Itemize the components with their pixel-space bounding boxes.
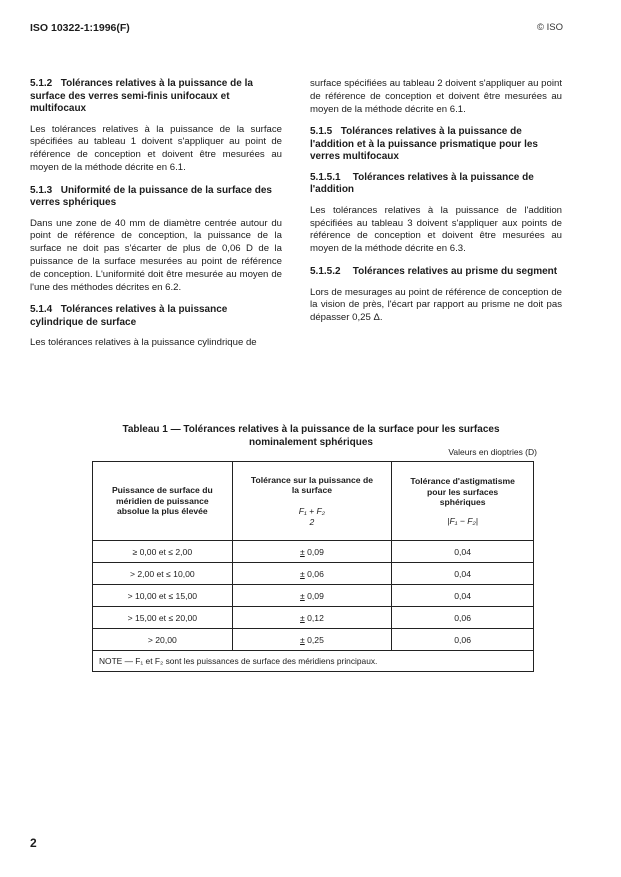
section-title: Tolérances relatives à la puissance de l'addition (310, 171, 534, 196)
section-5-1-5-2-heading (310, 266, 562, 279)
tolerance-table (92, 461, 534, 672)
section-title: Tolérances relatives au prisme du segment (352, 266, 558, 278)
cell-tolerance: ± 0,09 (232, 585, 392, 607)
section-5-1-4-heading (30, 304, 282, 329)
copyright-mark: © ISO (536, 22, 563, 33)
section-5-1-2-body: Les tolérances relatives à la puissance de la surface spécifiées au tableau 1 doivent s'appliquer au point de référence de conception et doivent être mesurées au moyen de la méthode décrite en 6.1. (30, 123, 282, 173)
cell-tolerance: ± 0,06 (232, 563, 392, 585)
cell-astigmatism: 0,04 (392, 585, 534, 607)
section-number: 5.1.5.2 (310, 266, 341, 278)
table-header-row (93, 462, 534, 541)
section-5-1-4-continued: surface spécifiées au tableau 2 doivent s'appliquer au point de référence de conception et doivent être mesurées au moyen de la méthode décrite en 6.1. (310, 78, 562, 115)
section-title: Uniformité de la puissance de la surface des verres sphériques (30, 184, 272, 209)
section-title: Tolérances relatives à la puissance cylindrique de surface (30, 304, 228, 328)
left-column (30, 78, 282, 360)
section-number: 5.1.3 (30, 184, 53, 196)
col-tolerance-header: Tolérance sur la puissance de la surface F₁ + F₂ 2 (232, 462, 392, 541)
cell-range: > 10,00 et ≤ 15,00 (93, 585, 233, 607)
table-note-row (93, 651, 534, 672)
table-row (93, 541, 534, 563)
section-5-1-5-2-body: Lors de mesurages au point de référence de conception de la vision de près, l'écart par rapport au prisme ne doit pas dépasser 0,25 Δ. (310, 286, 562, 324)
section-number: 5.1.5 (310, 126, 333, 138)
cell-range: > 15,00 et ≤ 20,00 (93, 607, 233, 629)
section-5-1-2-heading (30, 78, 282, 116)
formula-denominator: 2 (309, 516, 315, 527)
cell-astigmatism: 0,04 (392, 563, 534, 585)
cell-astigmatism: 0,06 (392, 629, 534, 651)
section-number: 5.1.4 (30, 304, 53, 316)
cell-astigmatism: 0,06 (392, 607, 534, 629)
page-number: 2 (30, 836, 37, 850)
col-astigmatism-header: Tolérance d'astigmatisme pour les surfaces sphériques |F₁ − F₂| (392, 462, 534, 541)
cell-range: > 2,00 et ≤ 10,00 (93, 563, 233, 585)
section-5-1-5-1-body: Les tolérances relatives à la puissance de l'addition spécifiées au tableau 3 doivent s'appliquer aux points de référence de conception et doivent être mesurées au moyen de la méthode décrite en 6.3. (310, 204, 562, 255)
right-column (310, 78, 562, 335)
table-row (93, 629, 534, 651)
formula-abs: |F₁ − F₂| (447, 515, 478, 526)
cell-tolerance: ± 0,12 (232, 607, 392, 629)
table-row (93, 607, 534, 629)
section-5-1-5-1-heading (310, 172, 562, 197)
table-units: Valeurs en dioptries (D) (448, 447, 537, 457)
cell-tolerance: ± 0,09 (232, 541, 392, 563)
section-number: 5.1.2 (30, 78, 53, 89)
cell-range: ≥ 0,00 et ≤ 2,00 (93, 541, 233, 563)
col-power-header: Puissance de surface du méridien de puissance absolue la plus élevée (93, 462, 233, 541)
section-5-1-3-body: Dans une zone de 40 mm de diamètre centrée autour du point de référence de conception, la puissance de la surface ne doit pas s'écarter de plus de 0,06 D de la puissance de la surface mesurées au point de référence de conception. L'uniformité doit être mesurée au moyen de l'une des méthodes décrites en 6.2. (30, 217, 282, 293)
formula-numerator: F₁ + F₂ (298, 505, 326, 516)
table-row (93, 585, 534, 607)
table-row (93, 563, 534, 585)
section-5-1-4-body: Les tolérances relatives à la puissance cylindrique de (30, 337, 257, 349)
section-5-1-3-heading (30, 185, 282, 210)
cell-range: > 20,00 (93, 629, 233, 651)
cell-tolerance: ± 0,25 (232, 629, 392, 651)
section-title: Tolérances relatives à la puissance de la surface des verres semi-finis unifocaux et multifocaux (30, 78, 253, 114)
cell-astigmatism: 0,04 (392, 541, 534, 563)
table-title: Tableau 1 — Tolérances relatives à la puissance de la surface pour les surfaces nominalement sphériques (122, 424, 500, 448)
standard-reference: ISO 10322-1:1996(F) (30, 22, 130, 34)
section-5-1-5-heading (310, 126, 562, 164)
section-title: Tolérances relatives à la puissance de l'addition et à la puissance prismatique pour les verres multifocaux (310, 126, 538, 163)
table-note: NOTE — F₁ et F₂ sont les puissances de surface des méridiens principaux. (93, 651, 534, 672)
section-number: 5.1.5.1 (310, 171, 341, 183)
